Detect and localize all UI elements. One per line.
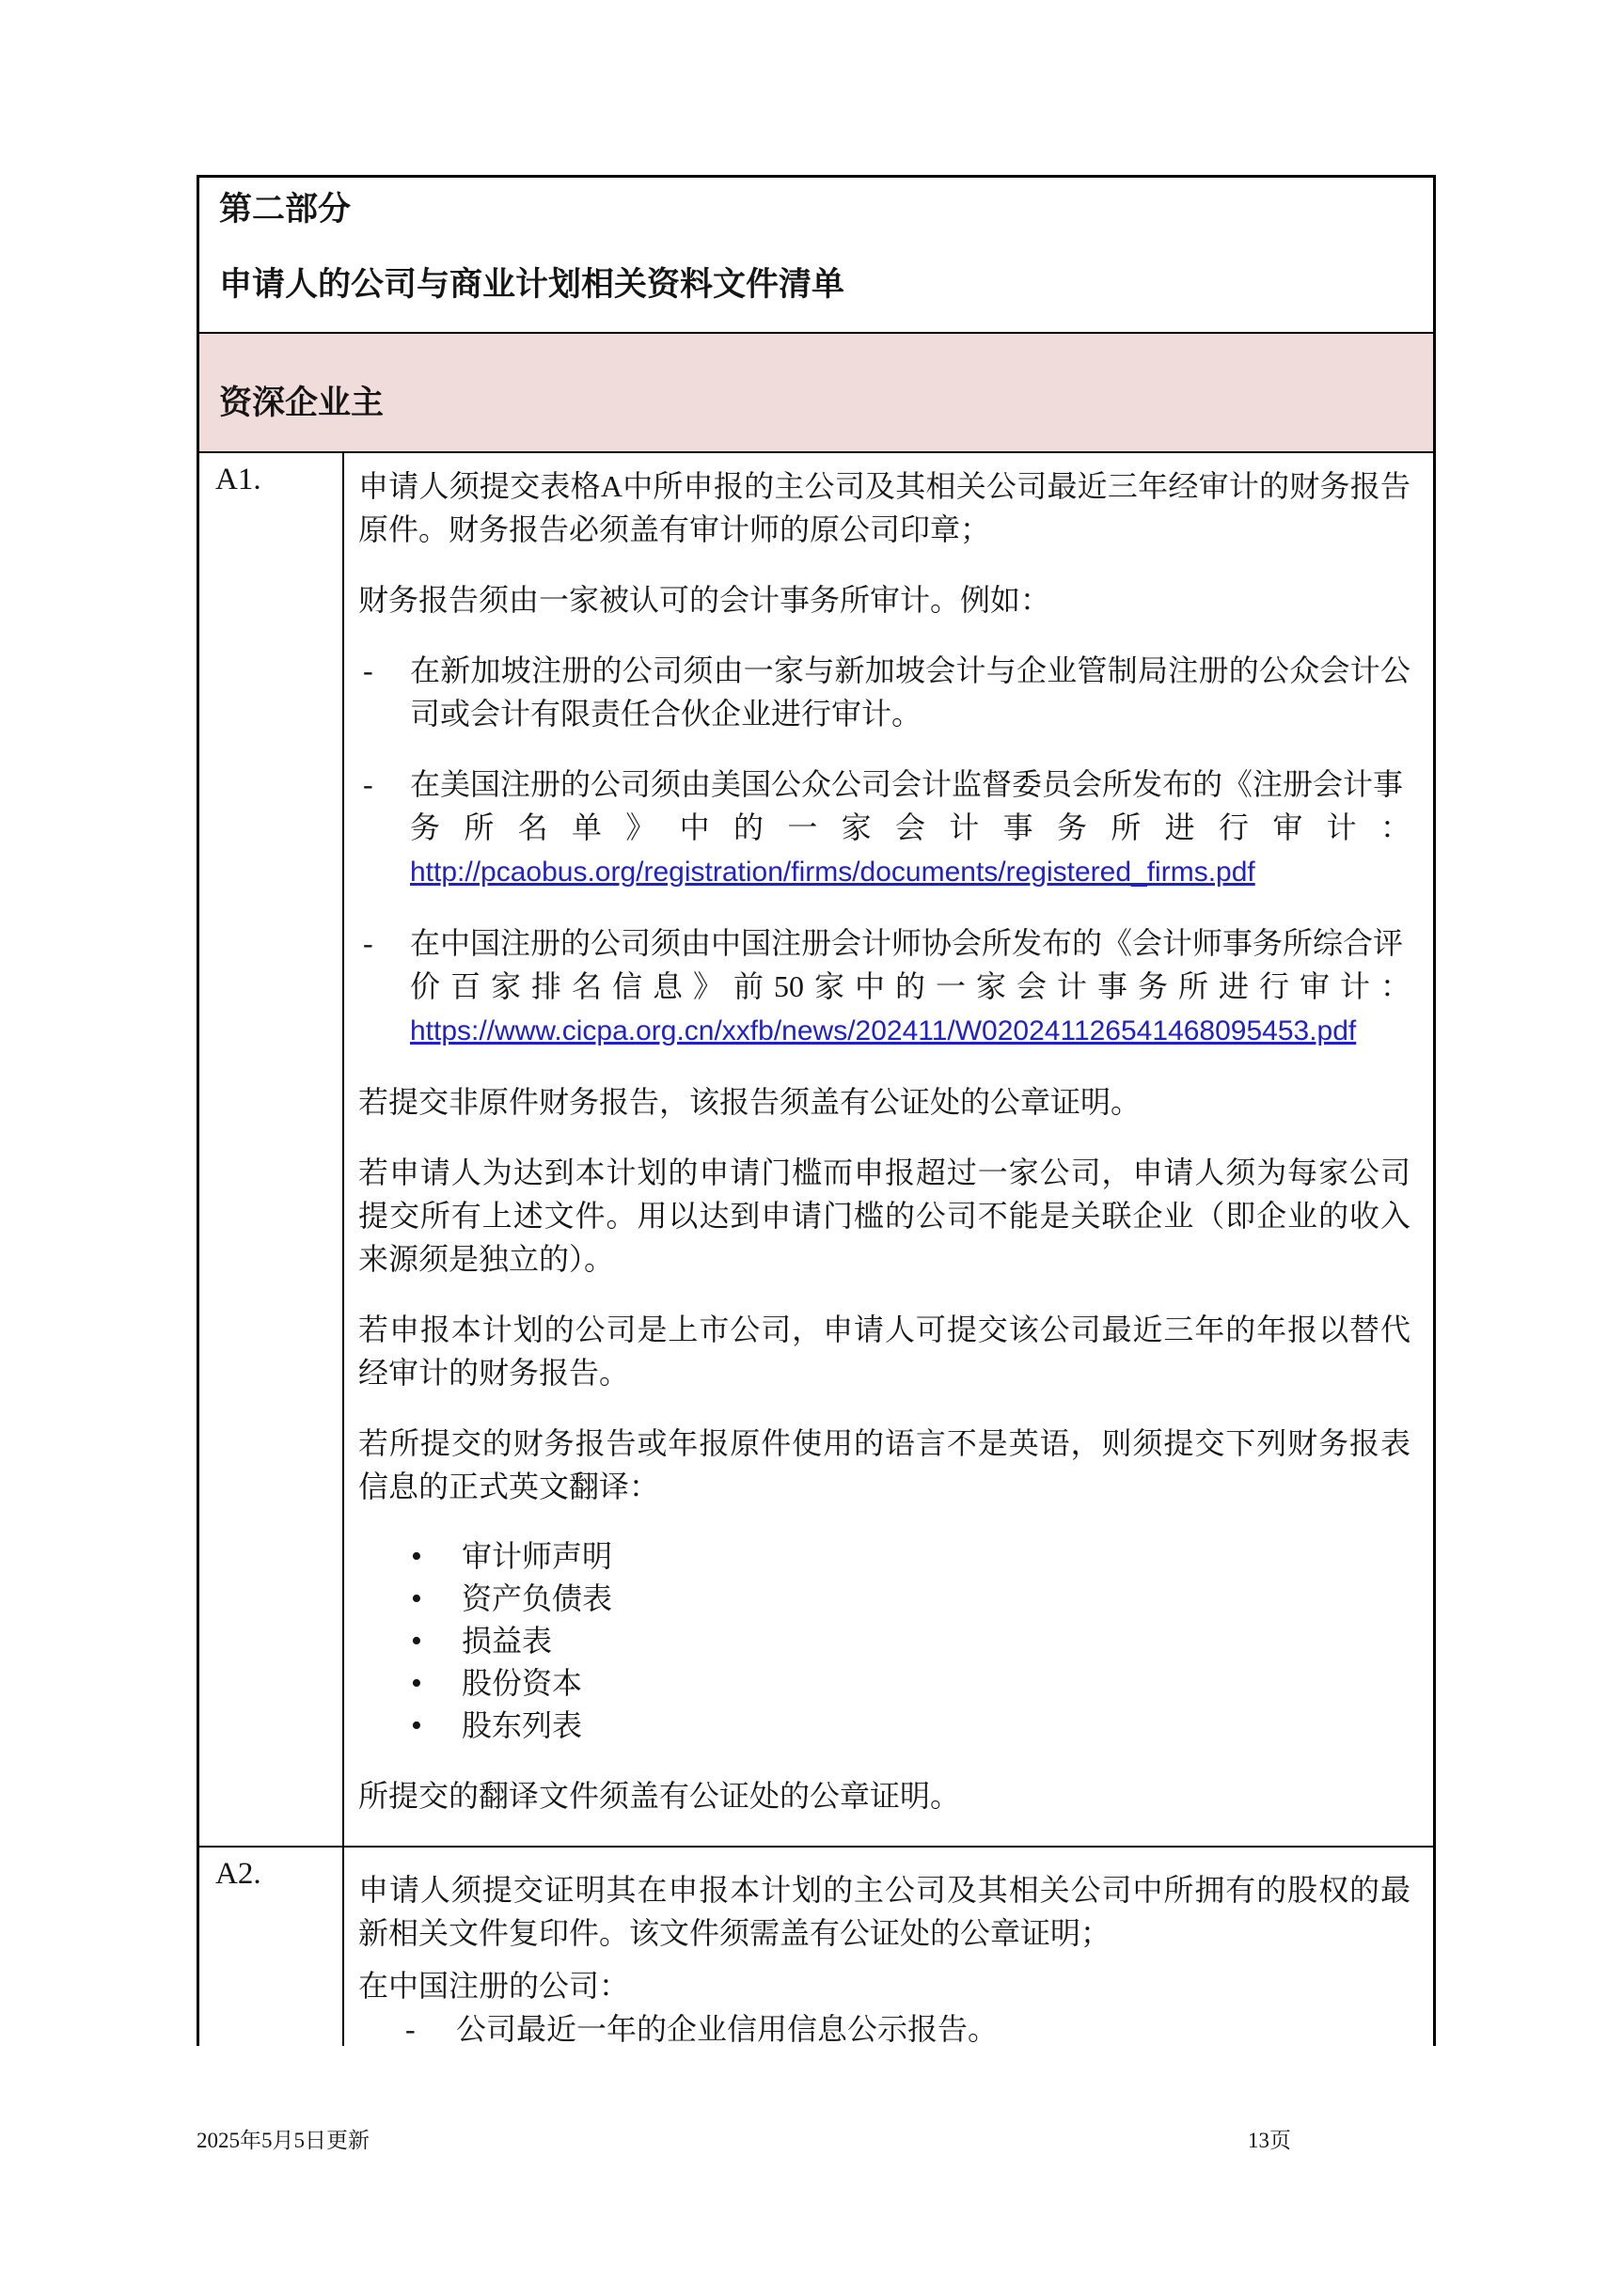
part-title: 第二部分 — [219, 191, 352, 228]
bullet-item-label: 审计师声明 — [462, 1539, 613, 1573]
bullet-item-label: 损益表 — [462, 1624, 553, 1658]
dash-item-body: 在新加坡注册的公司须由一家与新加坡会计与企业管制局注册的公众会计公司或会计有限责任合伙企业进行审计。 — [410, 653, 1410, 731]
row-body-cell — [344, 1848, 1433, 2046]
dash-item — [358, 921, 1410, 1053]
link-line — [410, 1008, 1410, 1053]
bullet-dot-icon: • — [411, 1539, 422, 1574]
dash-marker: - — [405, 2012, 416, 2046]
bullet-item — [411, 1705, 1410, 1747]
stretched-line: 务所名单》中的一家会计事务所进行审计： — [410, 810, 1410, 844]
bullet-dot-icon: • — [411, 1581, 422, 1616]
paragraph: 在中国注册的公司： — [358, 1969, 630, 2003]
paragraph: 若申报本计划的公司是上市公司，申请人可提交该公司最近三年的年报以替代经审计的财务报告。 — [358, 1313, 1410, 1390]
row-id-cell: A1. — [199, 453, 344, 1846]
part-subtitle: 申请人的公司与商业计划相关资料文件清单 — [219, 266, 845, 303]
part-header-row — [199, 178, 1433, 332]
paragraph: 财务报告须由一家被认可的会计事务所审计。例如： — [358, 583, 1051, 617]
footer-update-date: 2025年5月5日更新 — [197, 2129, 370, 2152]
table-body — [199, 451, 1433, 2046]
requirements-table — [197, 175, 1436, 2046]
bullet-item — [411, 1578, 1410, 1620]
text-line: 在中国注册的公司须由中国注册会计师协会所发布的《会计师事务所综合评 — [410, 926, 1404, 960]
row-body-cell — [344, 453, 1433, 1846]
bullet-item — [411, 1662, 1410, 1705]
hyperlink[interactable]: https://www.cicpa.org.cn/xxfb/news/202411/W020241126541468095453.pdf — [410, 1015, 1357, 1046]
bullet-item-label: 股东列表 — [462, 1708, 583, 1742]
table-row — [199, 1846, 1433, 2046]
dash-item — [358, 2007, 1410, 2046]
paragraph: 所提交的翻译文件须盖有公证处的公章证明。 — [358, 1779, 961, 1813]
bullet-dot-icon: • — [411, 1708, 422, 1743]
bullet-item — [411, 1535, 1410, 1578]
paragraph: 申请人须提交证明其在申报本计划的主公司及其相关公司中所拥有的股权的最新相关文件复印件。该文件须需盖有公证处的公章证明； — [358, 1873, 1410, 1950]
paragraph: 若提交非原件财务报告，该报告须盖有公证处的公章证明。 — [358, 1085, 1142, 1119]
row-id-cell: A2. — [199, 1848, 344, 2046]
table-row — [199, 451, 1433, 1846]
bullet-dot-icon: • — [411, 1624, 422, 1659]
paragraph: 若申请人为达到本计划的申请门槛而申报超过一家公司，申请人须为每家公司提交所有上述文件。用以达到申请门槛的公司不能是关联企业（即企业的收入来源须是独立的）。 — [358, 1156, 1410, 1276]
section-header-row — [199, 332, 1433, 451]
bullet-dot-icon: • — [411, 1666, 422, 1701]
dash-marker: - — [363, 653, 373, 687]
dash-marker: - — [363, 767, 373, 801]
bullet-item-label: 股份资本 — [462, 1666, 583, 1700]
dash-item — [358, 763, 1410, 894]
section-title: 资深企业主 — [219, 385, 385, 421]
bullet-item-label: 资产负债表 — [462, 1581, 613, 1615]
link-line — [410, 849, 1410, 894]
bullet-list — [358, 1535, 1410, 1747]
dash-item-body — [410, 921, 1410, 1053]
text-line: 在美国注册的公司须由美国公众公司会计监督委员会所发布的《注册会计事 — [410, 767, 1404, 801]
stretched-line: 价百家排名信息》前50家中的一家会计事务所进行审计： — [410, 969, 1410, 1003]
footer-page-number: 13页 — [1248, 2129, 1291, 2152]
dash-item-body — [410, 763, 1410, 894]
paragraph: 申请人须提交表格A中所申报的主公司及其相关公司最近三年经审计的财务报告原件。财务报告必须盖有审计师的原公司印章； — [358, 469, 1410, 546]
dash-marker: - — [363, 926, 373, 960]
bullet-item — [411, 1620, 1410, 1662]
dash-item-body: 公司最近一年的企业信用信息公示报告。 — [456, 2012, 999, 2046]
paragraph: 若所提交的财务报告或年报原件使用的语言不是英语，则须提交下列财务报表信息的正式英文翻译： — [358, 1426, 1410, 1503]
hyperlink[interactable]: http://pcaobus.org/registration/firms/documents/registered_firms.pdf — [410, 857, 1255, 888]
dash-item — [358, 649, 1410, 735]
